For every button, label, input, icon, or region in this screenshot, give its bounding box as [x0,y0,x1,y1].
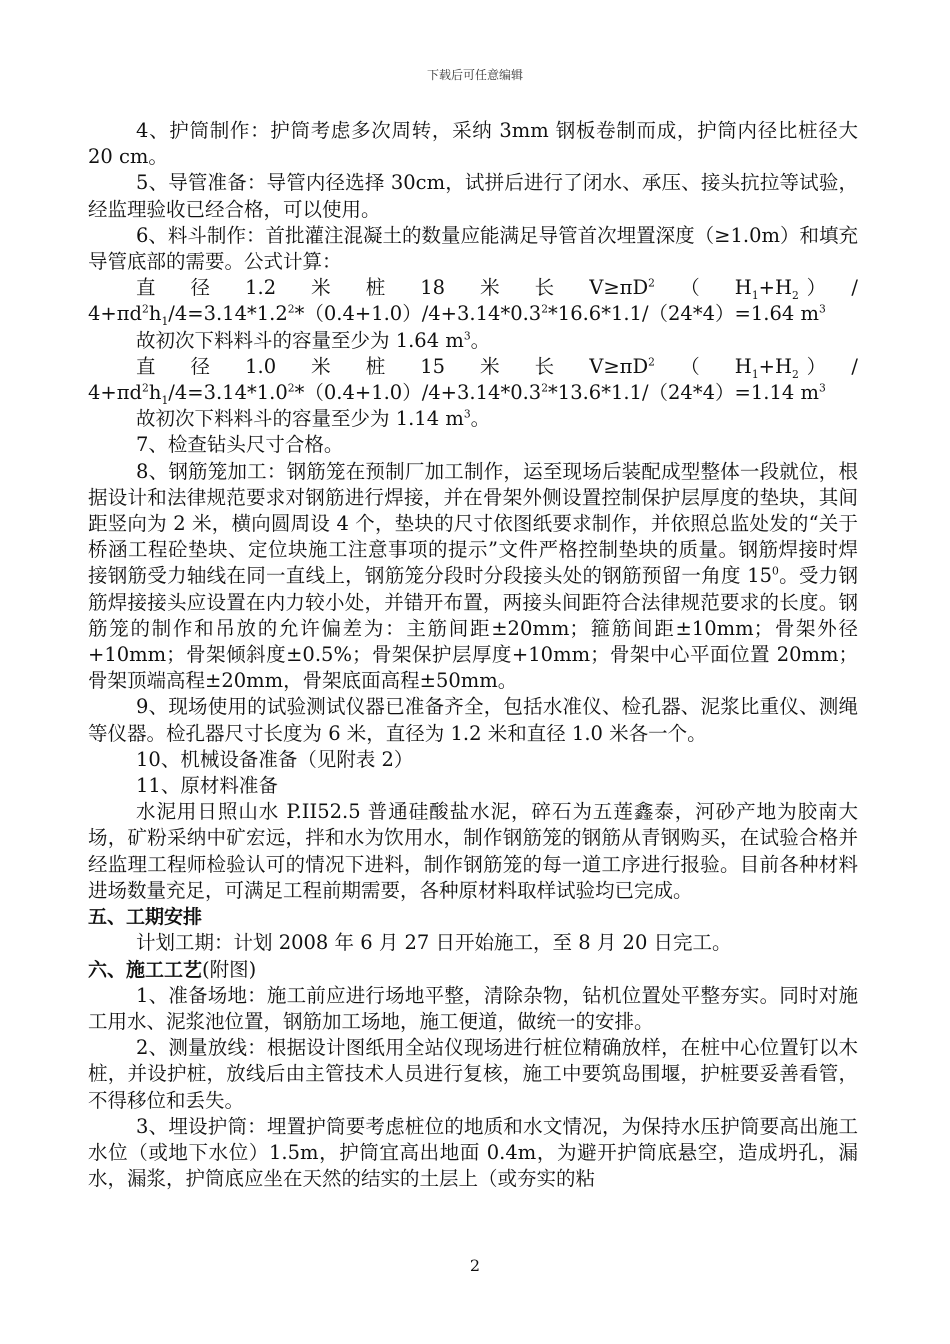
formula-line-1b [88,301,858,327]
formula-text: *13.6*1.1/（24*4）=1.14 m [548,381,819,405]
formula-line-2a [88,354,858,380]
superscript: 2 [648,276,655,290]
degree-superscript: 0 [772,564,779,578]
section-process [88,957,858,983]
result-text: 。 [470,407,491,431]
paragraph-instruments: 9、现场使用的试验测试仪器已准备齐全，包括水准仪、检孔器、泥浆比重仪、测绳等仪器。检孔器尺寸长度为 6 米，直径为 1.2 米和直径 1.0 米各一个。 [88,695,858,745]
subscript: 1 [161,393,169,407]
page-number: 2 [469,1256,481,1275]
subscript: 1 [751,289,759,303]
superscript: 2 [287,381,295,395]
formula-text: ） / [798,354,858,378]
paragraph-machinery: 10、机械设备准备（见附表 2） [136,747,414,771]
section-title: 六、施工工艺 [88,958,203,981]
formula-text: 直 径 1.2 米 桩 18 米 长 V≥πD [136,276,649,300]
section-schedule [88,904,858,930]
superscript: 2 [541,302,549,316]
result-text: 故初次下料料斗的容量至少为 1.14 m [136,407,464,431]
superscript: 3 [818,381,826,395]
paragraph-casing-install: 3、埋设护筒：埋置护筒要考虑桩位的地质和水文情况，为保持水压护筒要高出施工水位（或地下水位）1.5m，护筒宜高出地面 0.4m，为避开护筒底悬空，造成坍孔，漏水，漏浆，护筒底应坐在天然的结实的土层上（或夯实的粘 [88,1114,858,1191]
superscript: 2 [142,381,149,395]
document-body [88,118,858,1192]
formula-text: /4=3.14*1.2 [168,302,288,326]
formula-text: 4+πd [88,381,143,405]
superscript: 3 [463,329,471,343]
formula-text: （ H [690,354,752,378]
formula-line-1a [88,275,858,301]
formula-text: 4+πd [88,302,143,326]
subscript: 1 [161,315,169,329]
paragraph-drill-bit: 7、检查钻头尺寸合格。 [136,433,344,457]
formula-text: h [148,381,162,405]
rebar-text: 。受力钢筋焊接接头应设置在内力较小处，并错开布置，两接头间距符合法律规范要求的长度。钢筋笼的制作和吊放的允许偏差为：主筋间距±20mm；箍筋间距±10mm；骨架外径+10mm；骨架倾斜度±0.5%；骨架保护层厚度+10mm；骨架中心平面位置 20mm；骨架顶端高程±20mm，骨架底面高程±50mm。 [88,564,858,693]
paragraph-hopper: 6、料斗制作：首批灌注混凝土的数量应能满足导管首次埋置深度（≥1.0m）和填充导管底部的需要。公式计算： [88,223,858,274]
subscript: 2 [792,289,799,303]
superscript: 2 [648,355,655,369]
superscript: 2 [287,302,295,316]
paragraph-schedule: 计划工期：计划 2008 年 6 月 27 日开始施工，至 8 月 20 日完工。 [136,931,732,955]
formula-text: h [148,302,162,326]
paragraph-materials: 水泥用日照山水 P.II52.5 普通硅酸盐水泥，碎石为五莲鑫泰，河砂产地为胶南大场，矿粉采纳中矿宏远，拌和水为饮用水，制作钢筋笼的钢筋从青钢购买，在试验合格并经监理工程师检验认可的情况下进料，制作钢筋笼的每一道工序进行报验。目前各种材料进场数量充足，可满足工程前期需要，各种原材料取样试验均已完成。 [88,800,858,902]
paragraph-materials-heading: 11、原材料准备 [136,774,278,798]
formula-text: /4=3.14*1.0 [168,381,288,405]
paragraph-survey: 2、测量放线：根据设计图纸用全站仪现场进行桩位精确放样，在桩中心位置钉以木桩，并设护桩，放线后由主管技术人员进行复核，施工中要筑岛围堰，护桩要妥善看管，不得移位和丢失。 [88,1036,858,1112]
formula-text: 直 径 1.0 米 桩 15 米 长 V≥πD [136,354,649,378]
result-line-2 [88,406,858,432]
paragraph-casing: 4、护筒制作：护筒考虑多次周转，采纳 3mm 钢板卷制而成，护筒内径比桩径大 20 cm。 [88,119,858,169]
formula-text: *（0.4+1.0）/4+3.14*0.3 [294,381,542,405]
section-note: (附图) [202,957,257,981]
rebar-text: 8、钢筋笼加工：钢筋笼在预制厂加工制作，运至现场后装配成型整体一段就位，根据设计和法律规范要求对钢筋进行焊接，并在骨架外侧设置控制保护层厚度的垫块，其间距竖向为 2 米，横向圆周设 4 个，垫块的尺寸依图纸要求制作，并依照总监处发的“关于桥涵工程砼垫块、定位块施工注意事项的提示”文件严格控制垫块的质量。钢筋焊接时焊接钢筋受力轴线在同一直线上，钢筋笼分段时分段接头处的钢筋预留一角度 15 [88,459,858,588]
section-title: 五、工期安排 [88,906,203,929]
formula-text: （ H [690,276,752,300]
result-line-1 [88,328,858,354]
paragraph-rebar-cage [88,459,858,695]
subscript: 1 [751,367,759,381]
subscript: 2 [792,367,799,381]
formula-text: +H [758,354,792,378]
page-header: 下载后可任意编辑 [426,68,523,82]
superscript: 3 [463,407,471,421]
formula-text: *（0.4+1.0）/4+3.14*0.3 [294,302,542,326]
result-text: 故初次下料料斗的容量至少为 1.64 m [136,328,464,352]
result-text: 。 [470,328,491,352]
superscript: 2 [142,302,149,316]
formula-text: +H [758,276,792,300]
superscript: 2 [541,381,549,395]
paragraph-tremie: 5、导管准备：导管内径选择 30cm，试拼后进行了闭水、承压、接头抗拉等试验，经监理验收已经合格，可以使用。 [88,171,858,221]
paragraph-site-prep: 1、准备场地：施工前应进行场地平整，清除杂物，钻机位置处平整夯实。同时对施工用水、泥浆池位置，钢筋加工场地，施工便道，做统一的安排。 [88,983,858,1033]
superscript: 3 [818,302,826,316]
formula-text: ） / [798,276,858,300]
formula-text: *16.6*1.1/（24*4）=1.64 m [548,302,819,326]
formula-line-2b [88,380,858,406]
